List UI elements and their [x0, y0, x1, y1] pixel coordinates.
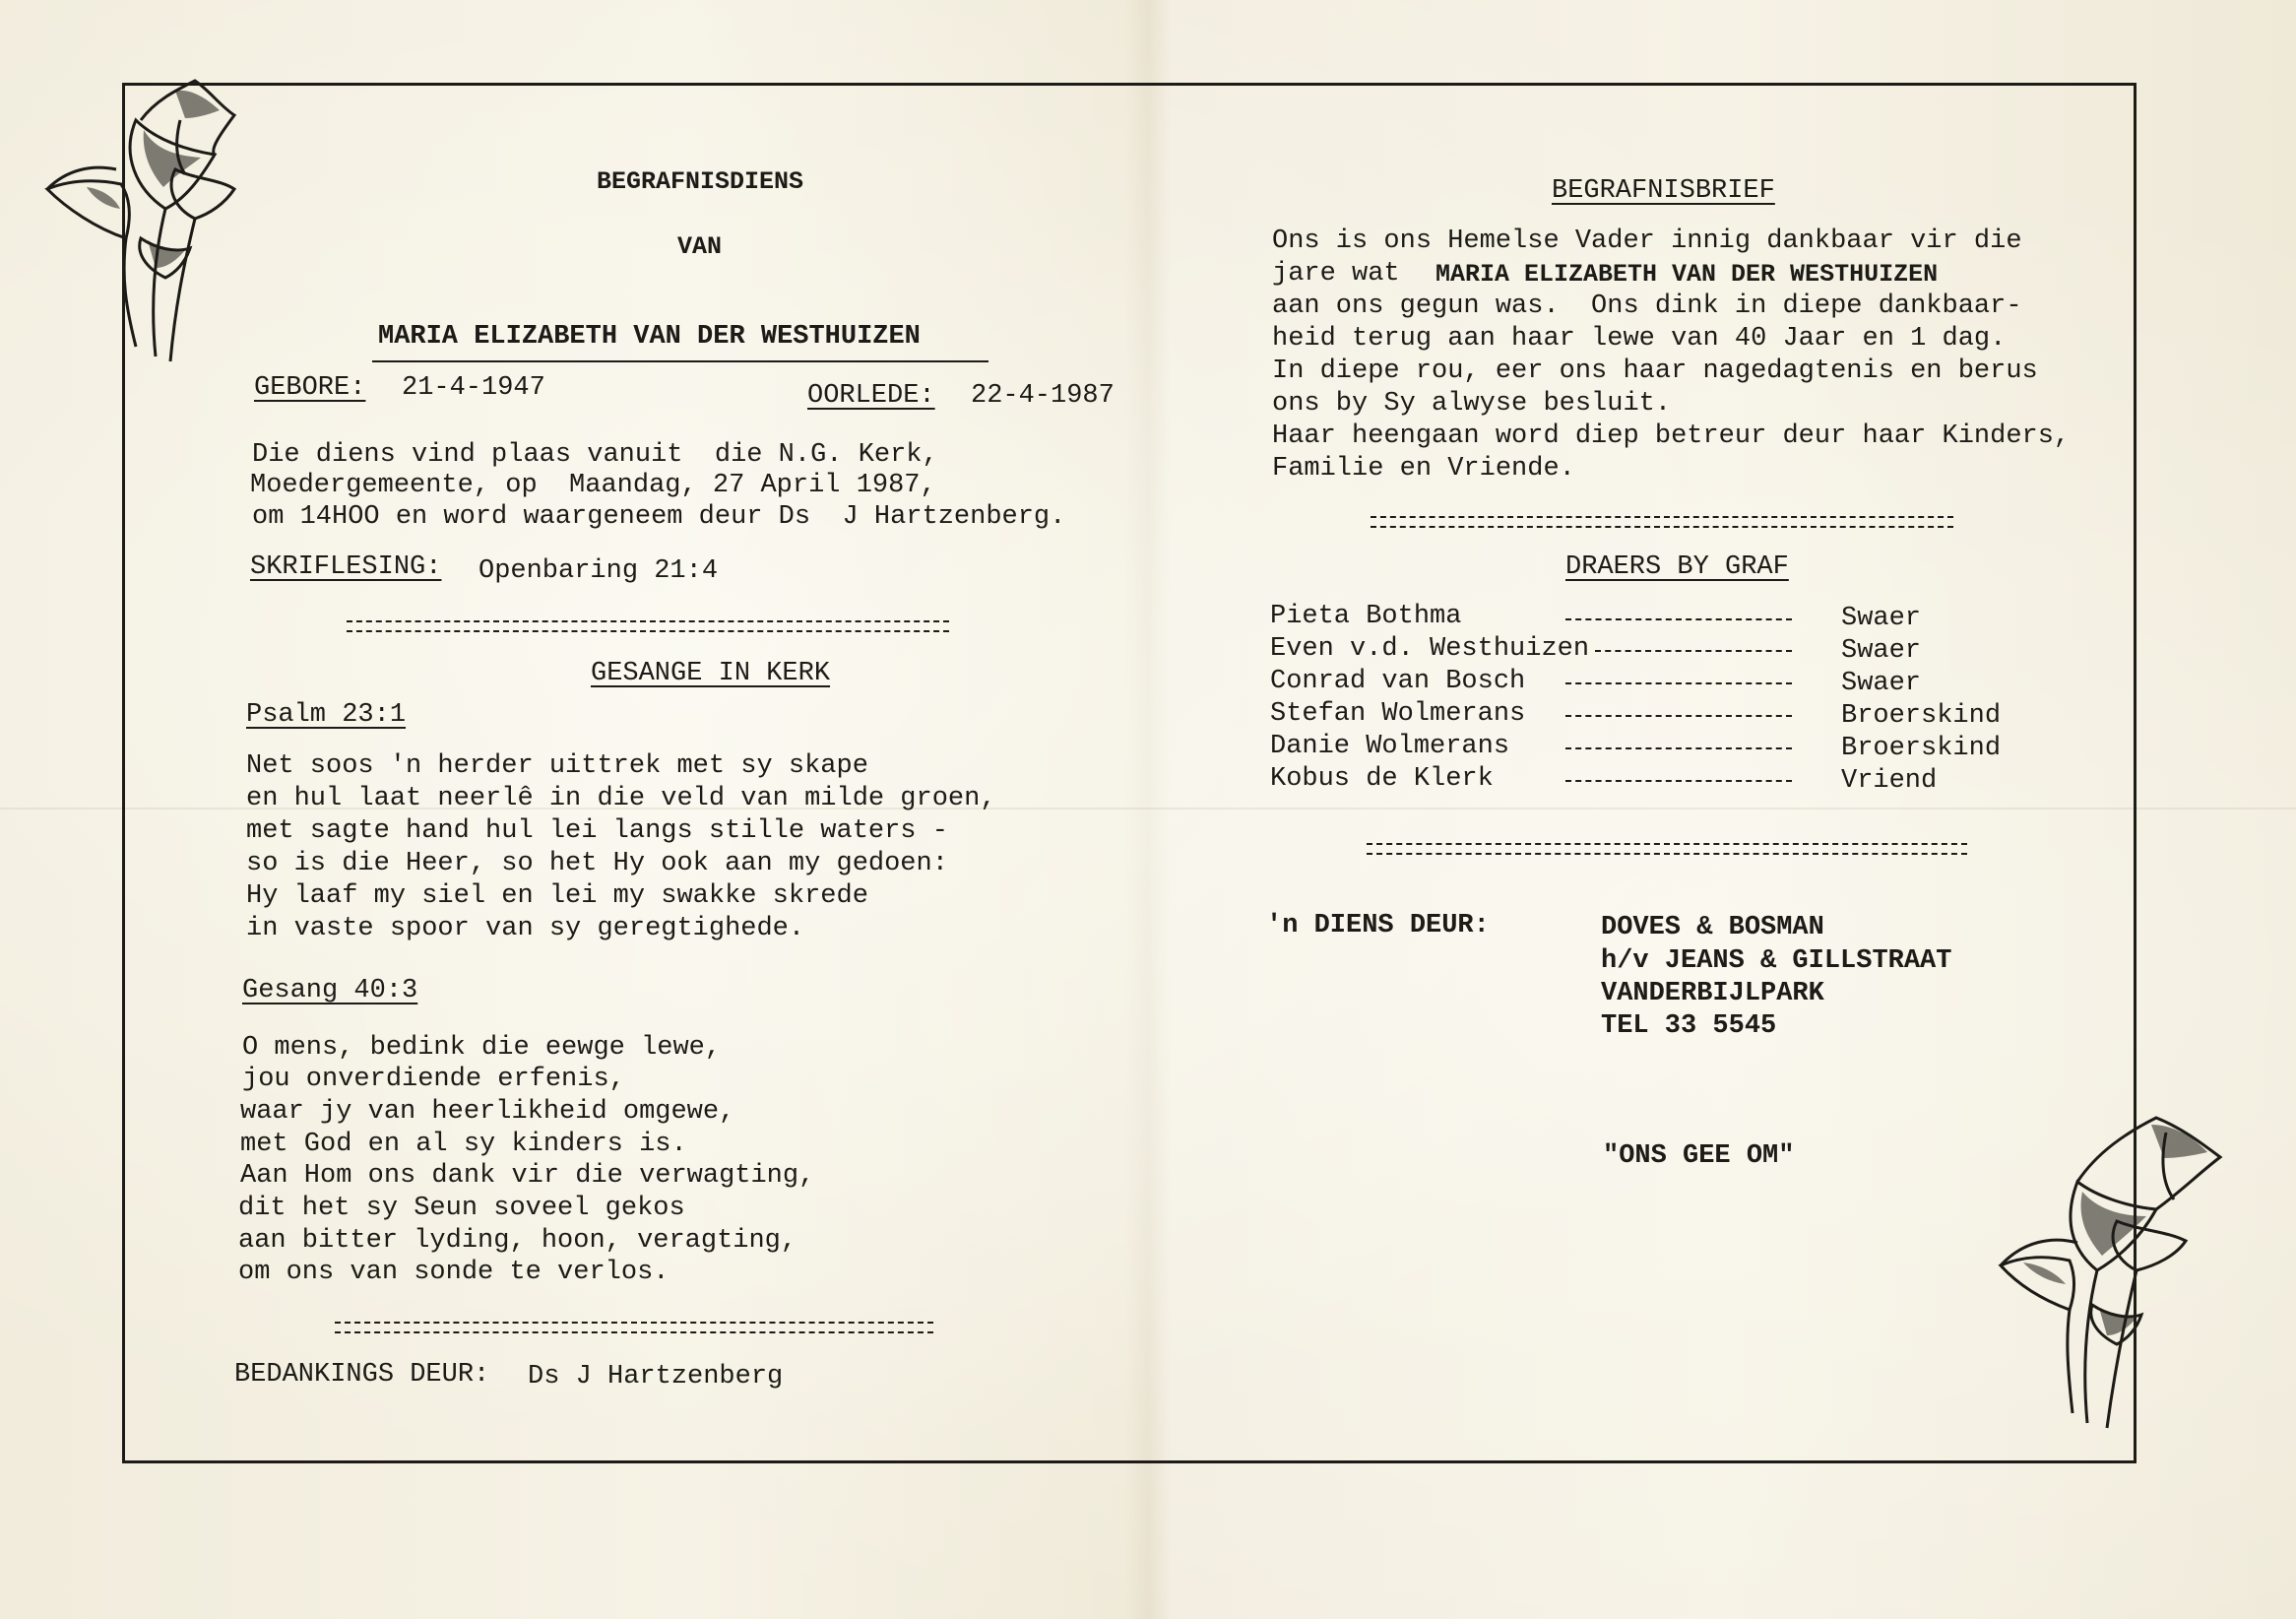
service-line: Die diens vind plaas vanuit die N.G. Kerk, — [252, 440, 938, 470]
psalm-line: en hul laat neerlê in die veld van milde groen, — [246, 784, 996, 813]
company-line: VANDERBIJLPARK — [1601, 979, 1824, 1008]
separator — [335, 1322, 933, 1333]
bearer-name: Stefan Wolmerans — [1270, 699, 1526, 729]
deceased-name: MARIA ELIZABETH VAN DER WESTHUIZEN — [378, 322, 921, 352]
thanks-value: Ds J Hartzenberg — [528, 1362, 784, 1392]
died-label: OORLEDE: — [807, 381, 935, 411]
thanks-label: BEDANKINGS DEUR: — [234, 1360, 490, 1390]
psalm-line: in vaste spoor van sy geregtighede. — [246, 914, 805, 943]
reading-label: SKRIFLESING: — [250, 552, 442, 582]
gesang-title: Gesang 40:3 — [242, 976, 418, 1005]
service-heading: BEGRAFNISDIENS — [597, 167, 804, 196]
bearer-relation: Vriend — [1841, 766, 1938, 796]
reading-value: Openbaring 21:4 — [478, 556, 719, 586]
bearer-relation: Broerskind — [1841, 701, 2002, 731]
letter-line: jare wat — [1272, 259, 1416, 289]
separator — [1371, 516, 1953, 528]
slogan: "ONS GEE OM" — [1603, 1141, 1795, 1171]
letter-heading: BEGRAFNISBRIEF — [1552, 176, 1775, 206]
letter-line: heid terug aan haar lewe van 40 Jaar en 1 dag. — [1272, 324, 2007, 354]
company-phone: TEL 33 5545 — [1601, 1011, 1777, 1041]
bearer-name: Danie Wolmerans — [1270, 732, 1510, 761]
calla-lily-icon — [28, 61, 254, 376]
psalm-line: met sagte hand hul lei langs stille waters - — [246, 816, 948, 846]
gesang-line: aan bitter lyding, hoon, veragting, — [238, 1226, 797, 1256]
born-date: 21-4-1947 — [402, 373, 545, 403]
psalm-title: Psalm 23:1 — [246, 700, 407, 730]
bearer-relation: Swaer — [1841, 669, 1922, 698]
psalm-line: so is die Heer, so het Hy ook aan my gedoen: — [246, 849, 948, 878]
born-label: GEBORE: — [254, 373, 366, 403]
letter-deceased-name: MARIA ELIZABETH VAN DER WESTHUIZEN — [1435, 260, 1939, 289]
gesang-line: O mens, bedink die eewge lewe, — [242, 1033, 722, 1063]
letter-line: ons by Sy alwyse besluit. — [1272, 389, 1672, 419]
letter-line: Haar heengaan word diep betreur deur haar Kinders, — [1272, 421, 2071, 451]
bearer-leader — [1565, 715, 1792, 717]
bearer-name: Even v.d. Westhuizen — [1270, 634, 1590, 664]
van-label: VAN — [677, 232, 723, 261]
separator — [347, 620, 949, 632]
service-line: om 14HOO en word waargeneem deur Ds J Hartzenberg. — [252, 502, 1066, 532]
bearer-name: Conrad van Bosch — [1270, 667, 1526, 696]
letter-line: aan ons gegun was. Ons dink in diepe dankbaar- — [1272, 291, 2022, 321]
bearers-heading: DRAERS BY GRAF — [1565, 552, 1789, 582]
gesang-line: om ons van sonde te verlos. — [238, 1258, 670, 1287]
gesang-line: jou onverdiende erfenis, — [242, 1065, 625, 1094]
name-underline — [372, 360, 989, 362]
calla-lily-icon — [1979, 1073, 2235, 1438]
bearer-leader — [1565, 682, 1792, 684]
company-line: DOVES & BOSMAN — [1601, 913, 1824, 942]
letter-line: In diepe rou, eer ons haar nagedagtenis en berus — [1272, 356, 2038, 386]
service-by-label: 'n DIENS DEUR: — [1266, 911, 1490, 940]
psalm-line: Net soos 'n herder uittrek met sy skape — [246, 751, 868, 781]
psalm-line: Hy laaf my siel en lei my swakke skrede — [246, 881, 868, 911]
gesang-line: dit het sy Seun soveel gekos — [238, 1194, 685, 1223]
bearer-leader — [1565, 618, 1792, 620]
bearer-relation: Broerskind — [1841, 734, 2002, 763]
died-date: 22-4-1987 — [971, 381, 1115, 411]
bearer-relation: Swaer — [1841, 604, 1922, 633]
gesang-line: waar jy van heerlikheid omgewe, — [240, 1097, 735, 1127]
service-line: Moedergemeente, op Maandag, 27 April 1987, — [250, 471, 936, 500]
separator — [1367, 843, 1967, 855]
bearer-leader — [1595, 650, 1792, 652]
gesang-line: Aan Hom ons dank vir die verwagting, — [240, 1161, 815, 1191]
bearer-name: Pieta Bothma — [1270, 602, 1462, 631]
gesang-line: met God en al sy kinders is. — [240, 1130, 687, 1159]
hymns-heading: GESANGE IN KERK — [591, 659, 831, 688]
bearer-name: Kobus de Klerk — [1270, 764, 1494, 794]
company-line: h/v JEANS & GILLSTRAAT — [1601, 946, 1952, 976]
letter-line: Ons is ons Hemelse Vader innig dankbaar vir die — [1272, 227, 2022, 256]
bearer-leader — [1565, 747, 1792, 749]
letter-line: Familie en Vriende. — [1272, 454, 1575, 484]
bearer-relation: Swaer — [1841, 636, 1922, 666]
bearer-leader — [1565, 780, 1792, 782]
